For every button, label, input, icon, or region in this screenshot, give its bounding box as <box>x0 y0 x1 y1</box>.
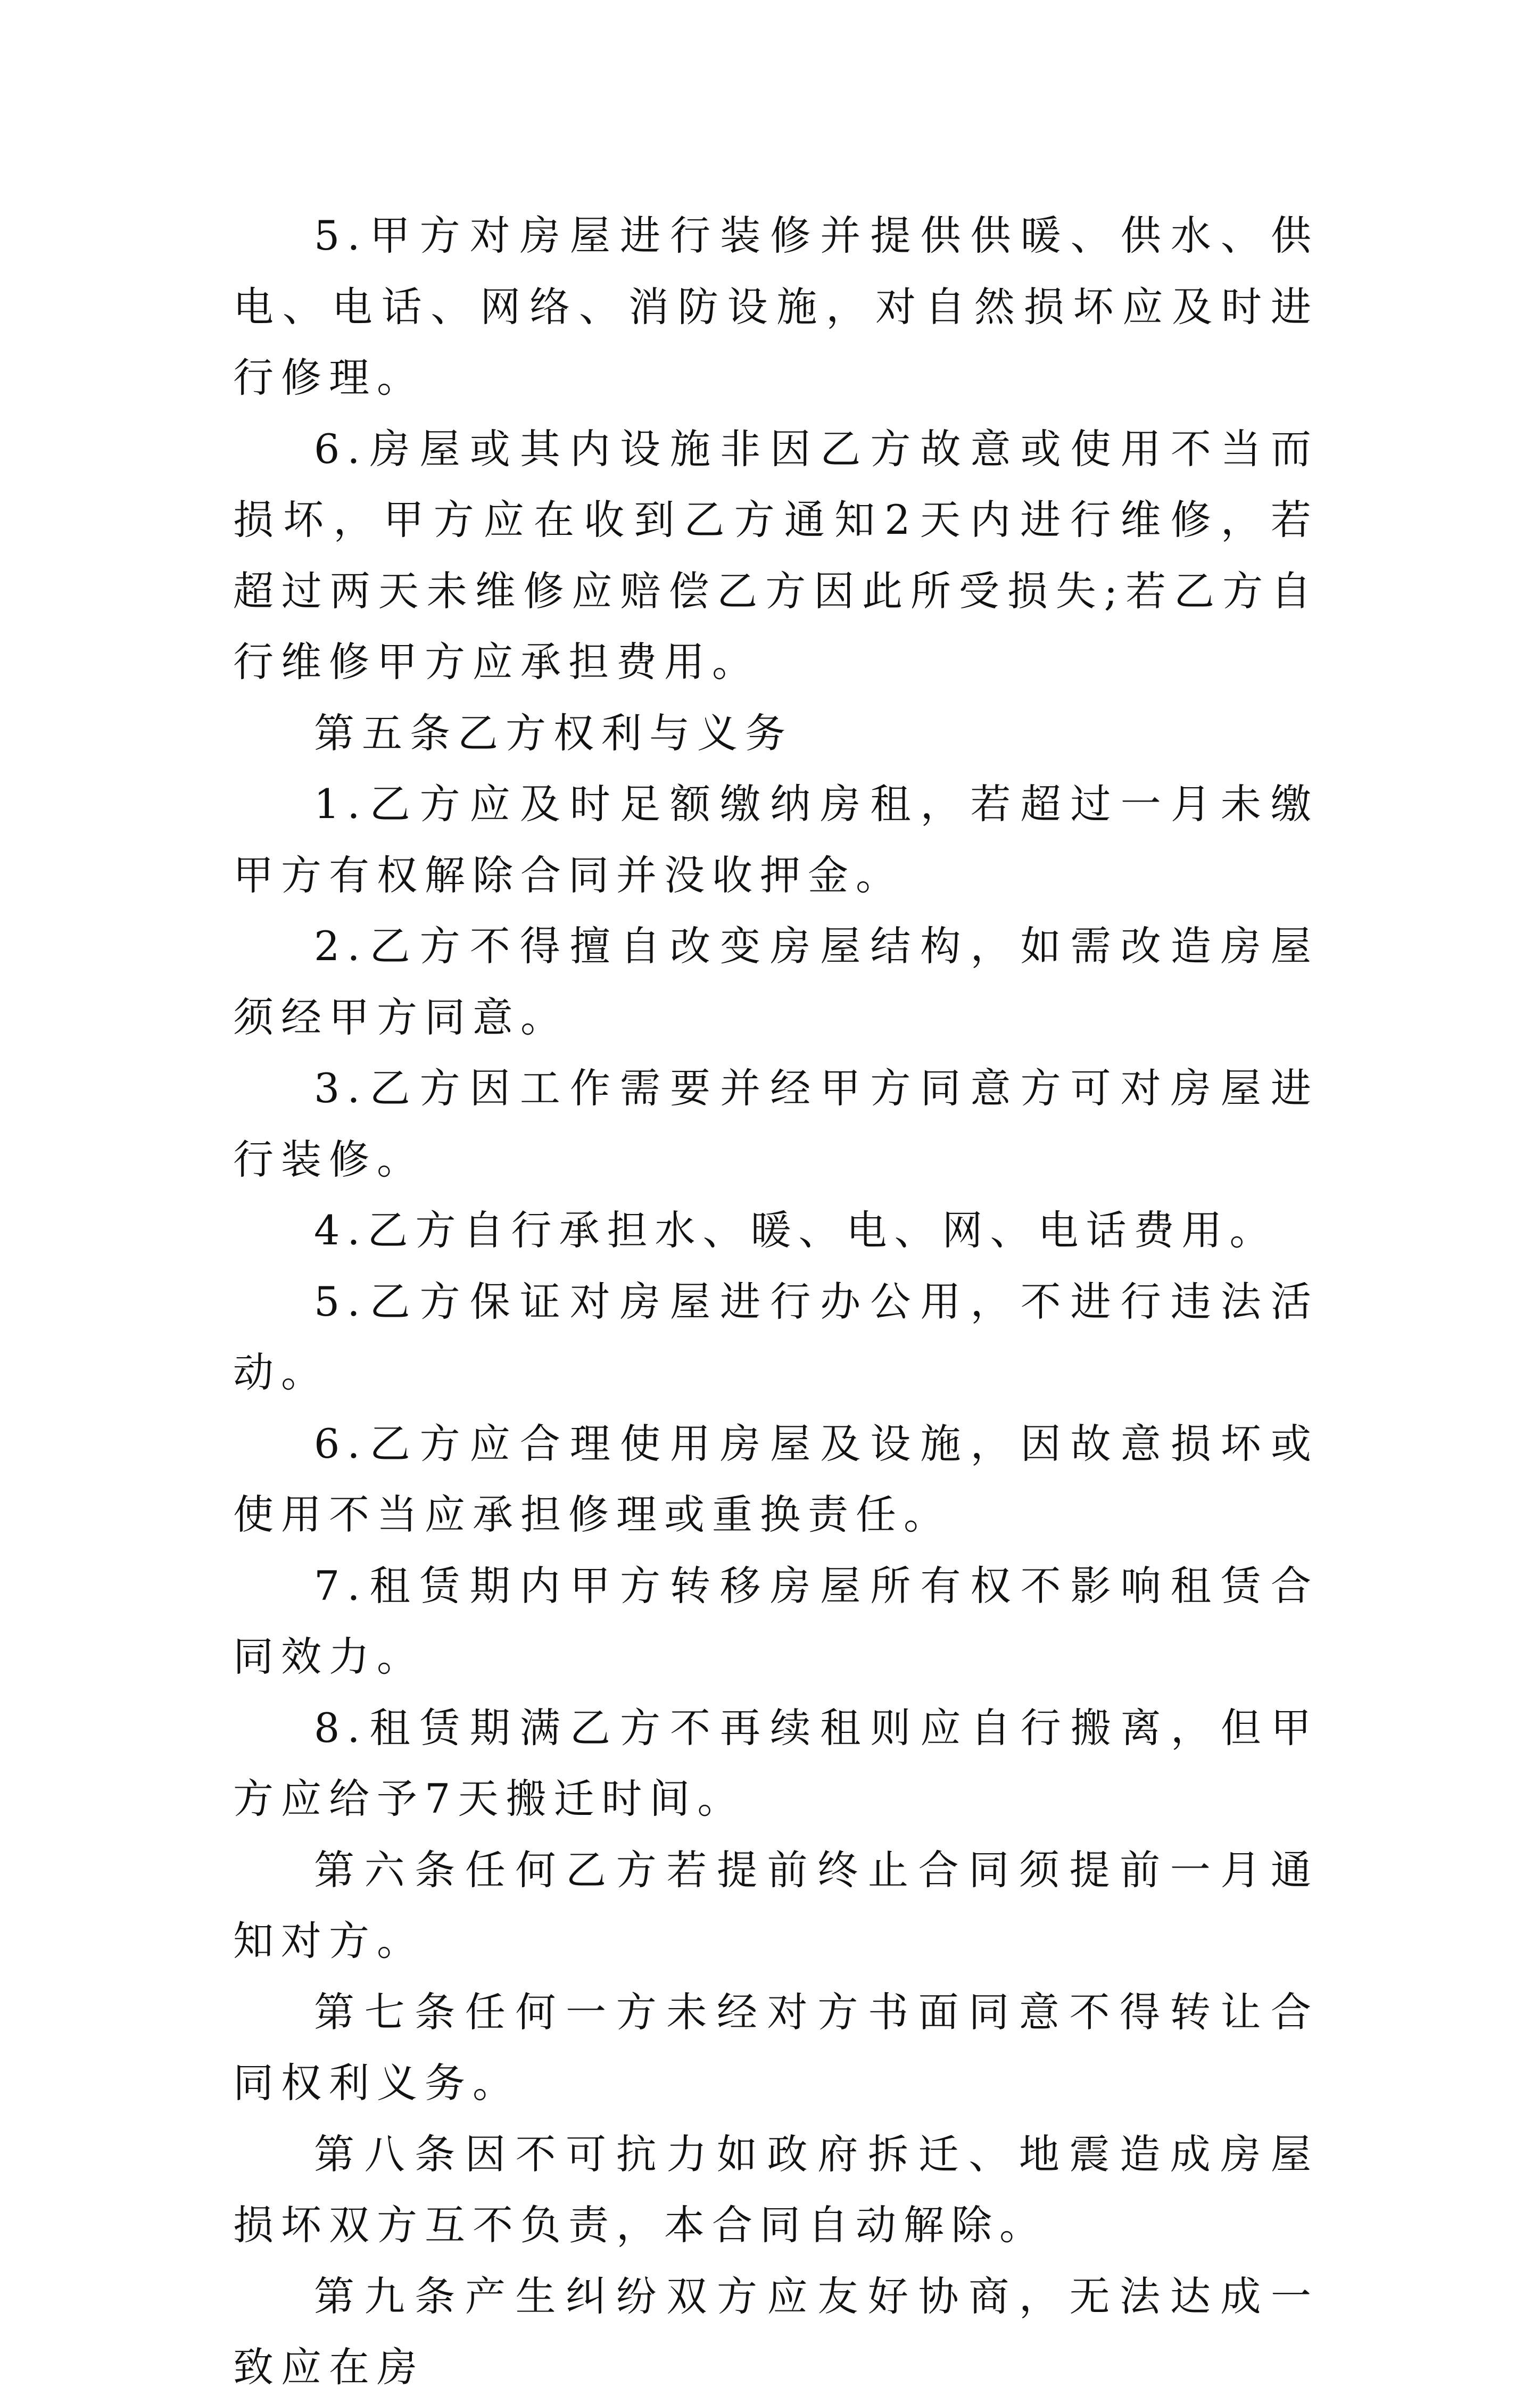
paragraph: 5.乙方保证对房屋进行办公用，不进行违法活动。 <box>233 1277 1319 1396</box>
paragraph: 5.甲方对房屋进行装修并提供供暖、供水、供电、电话、网络、消防设施，对自然损坏应及时进行修理。 <box>233 212 1319 401</box>
article-paragraph: 第六条任何乙方若提前终止合同须提前一月通知对方。 <box>233 1846 1319 1964</box>
paragraph: 6.房屋或其内设施非因乙方故意或使用不当而损坏，甲方应在收到乙方通知2天内进行维修，若超过两天未维修应赔偿乙方因此所受损失;若乙方自行维修甲方应承担费用。 <box>233 425 1319 686</box>
article-paragraph: 第八条因不可抗力如政府拆迁、地震造成房屋损坏双方互不负责，本合同自动解除。 <box>233 2130 1319 2249</box>
paragraph: 7.租赁期内甲方转移房屋所有权不影响租赁合同效力。 <box>233 1562 1319 1680</box>
document-body <box>233 200 1319 2403</box>
article-paragraph: 第七条任何一方未经对方书面同意不得转让合同权利义务。 <box>233 1988 1319 2107</box>
paragraph: 1.乙方应及时足额缴纳房租，若超过一月未缴甲方有权解除合同并没收押金。 <box>233 780 1319 899</box>
section-heading: 第五条乙方权利与义务 <box>314 709 793 757</box>
paragraph: 6.乙方应合理使用房屋及设施，因故意损坏或使用不当应承担修理或重换责任。 <box>233 1419 1319 1538</box>
paragraph: 2.乙方不得擅自改变房屋结构，如需改造房屋须经甲方同意。 <box>233 922 1319 1041</box>
paragraph: 3.乙方因工作需要并经甲方同意方可对房屋进行装修。 <box>233 1064 1319 1183</box>
paragraph: 4.乙方自行承担水、暖、电、网、电话费用。 <box>314 1207 1278 1254</box>
paragraph: 8.租赁期满乙方不再续租则应自行搬离，但甲方应给予7天搬迁时间。 <box>233 1704 1319 1822</box>
article-paragraph: 第九条产生纠纷双方应友好协商，无法达成一致应在房 <box>233 2272 1319 2391</box>
